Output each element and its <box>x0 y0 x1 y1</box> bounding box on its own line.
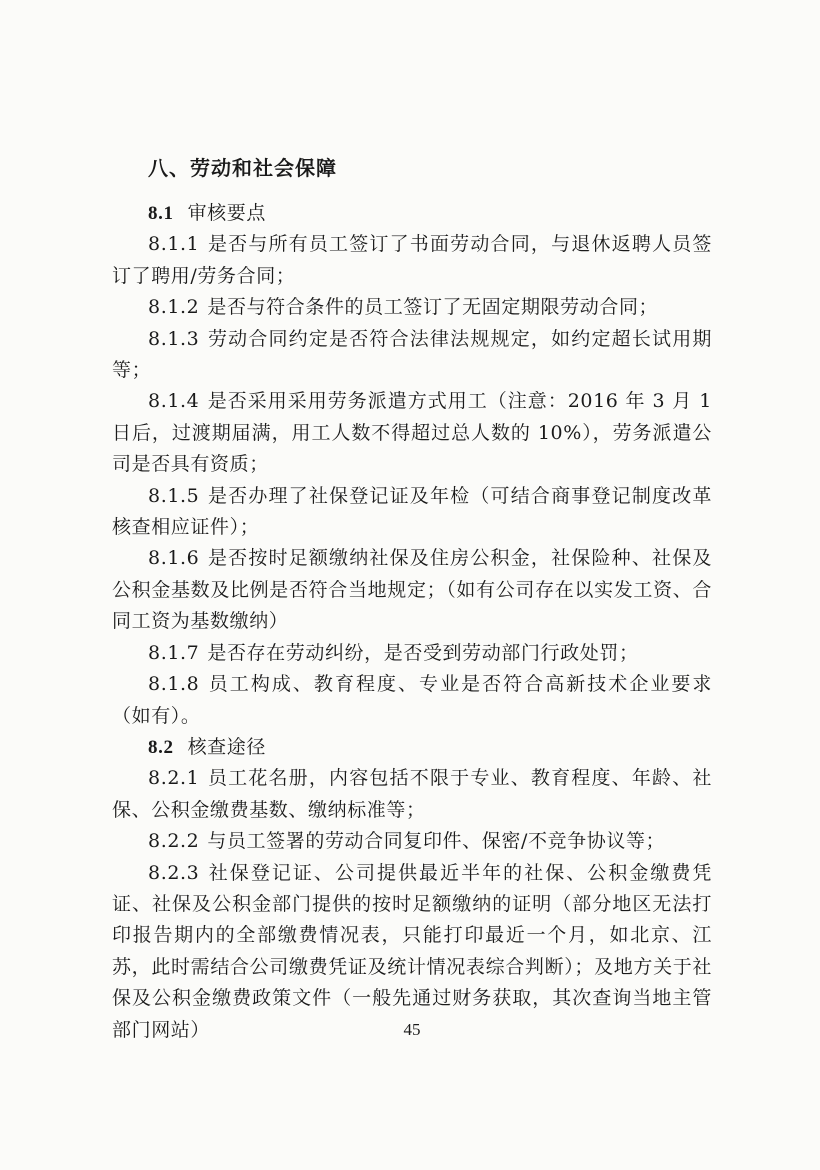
subsection-heading-review <box>112 198 712 229</box>
document-page <box>112 0 712 1170</box>
subsection-title: 核查途径 <box>187 735 266 758</box>
subsection-heading-verification <box>112 732 712 763</box>
list-item: 8.2.3 社保登记证、公司提供最近半年的社保、公积金缴费凭证、社保及公积金部门提供的按时足额缴纳的证明（部分地区无法打印报告期内的全部缴费情况表，只能打印最近一个月，如北京、江苏，此时需结合公司缴费凭证及统计情况表综合判断）；及地方关于社保及公积金缴费政策文件（一般先通过财务获取，其次查询当地主管部门网站） <box>112 861 712 1041</box>
section-heading: 八、劳动和社会保障 <box>148 156 337 180</box>
list-item: 8.1.5 是否办理了社保登记证及年检（可结合商事登记制度改革核查相应证件）； <box>112 484 712 539</box>
list-item: 8.1.7 是否存在劳动纠纷，是否受到劳动部门行政处罚； <box>148 641 639 664</box>
list-item: 8.1.3 劳动合同约定是否符合法律法规规定，如约定超长试用期等； <box>112 327 712 382</box>
document-body <box>112 198 712 1046</box>
subsection-title: 审核要点 <box>187 202 266 224</box>
list-item: 8.1.8 员工构成、教育程度、专业是否符合高新技术企业要求（如有）。 <box>112 673 712 727</box>
list-item: 8.1.1 是否与所有员工签订了书面劳动合同，与退休返聘人员签订了聘用/劳务合同； <box>112 233 712 287</box>
list-item: 8.2.2 与员工签署的劳动合同复印件、保密/不竞争协议等； <box>148 830 666 853</box>
list-item: 8.2.1 员工花名册，内容包括不限于专业、教育程度、年龄、社保、公积金缴费基数、缴纳标准等； <box>112 767 712 821</box>
subsection-number: 8.1 <box>148 203 174 224</box>
subsection-number: 8.2 <box>148 736 174 758</box>
page-number: 45 <box>403 1020 421 1039</box>
list-item: 8.1.6 是否按时足额缴纳社保及住房公积金，社保险种、社保及公积金基数及比例是否符合当地规定；（如有公司存在以实发工资、合同工资为基数缴纳） <box>112 547 712 633</box>
list-item: 8.1.2 是否与符合条件的员工签订了无固定期限劳动合同； <box>148 296 659 319</box>
list-item: 8.1.4 是否采用采用劳务派遣方式用工（注意：2016 年 3 月 1 日后，过渡期届满，用工人数不得超过总人数的 10%），劳务派遣公司是否具有资质； <box>112 390 712 476</box>
